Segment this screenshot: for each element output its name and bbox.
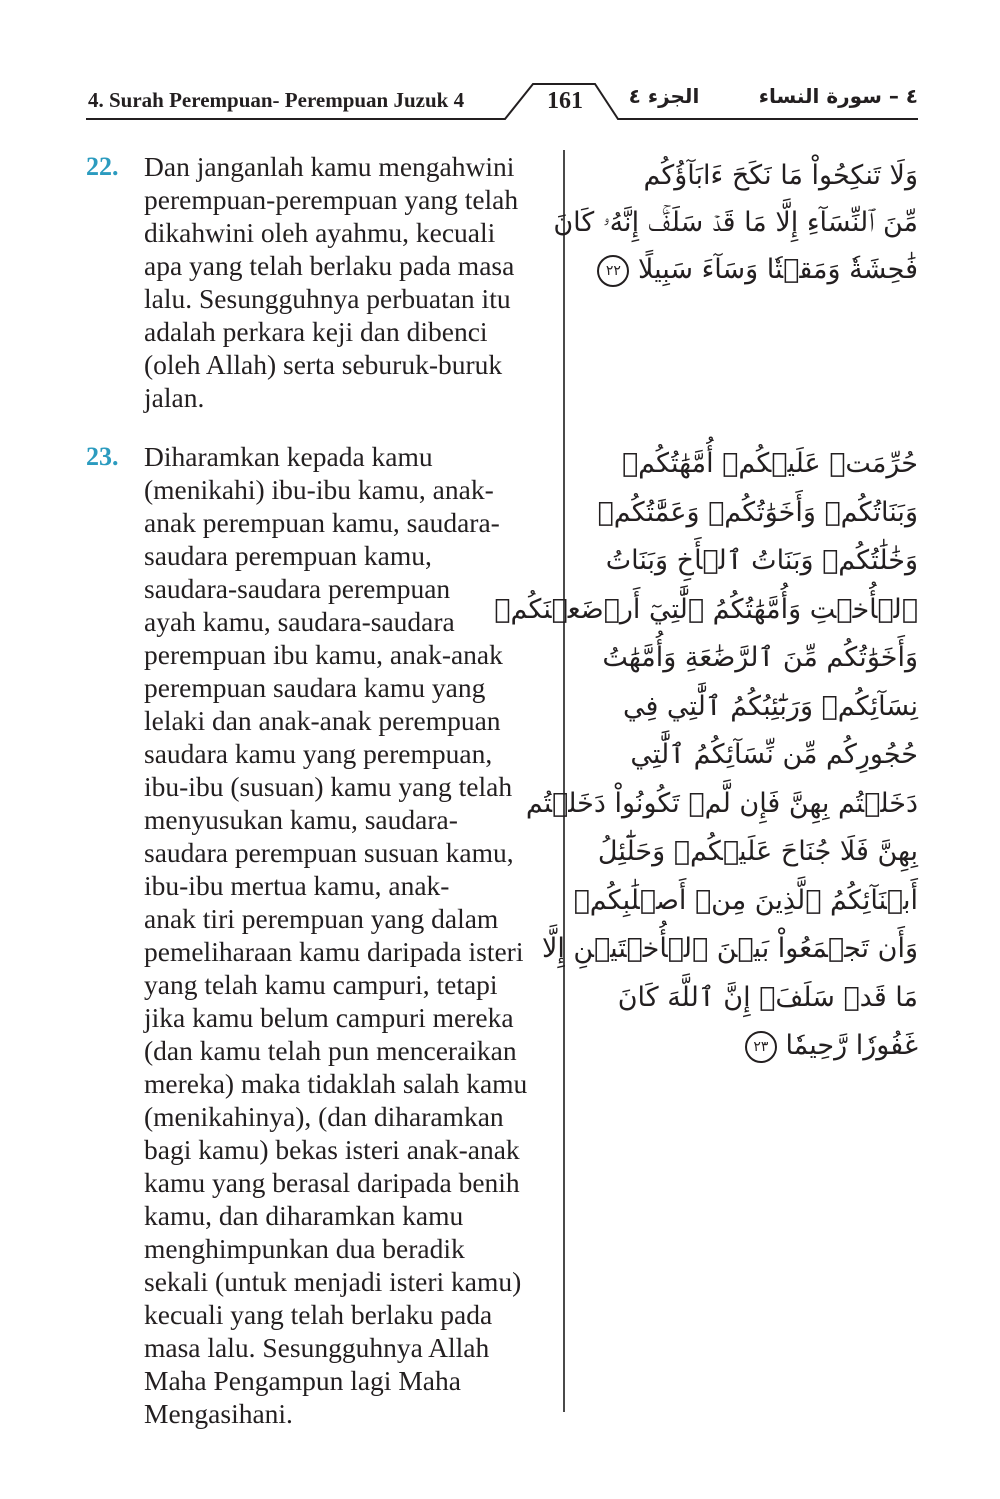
- verse-22-arabic: [553, 152, 918, 293]
- arabic-line-text: غَفُورٗا رَّحِيمٗا: [785, 1030, 918, 1061]
- arabic-line: وَخَٰلَٰتُكُمۡ وَبَنَاتُ ٱلۡأَخِ وَبَنَاتُ: [605, 545, 918, 576]
- verse-number: 23.: [86, 442, 119, 471]
- arabic-line: بِهِنَّ فَلَا جُنَاحَ عَلَيۡكُمۡ وَحَلَٰٓئِلُ: [597, 836, 918, 867]
- arabic-line: حُجُورِكُم مِّن نِّسَآئِكُمُ ٱلَّٰتِي: [630, 739, 918, 770]
- ayah-end-marker: ٢٢: [597, 255, 629, 287]
- arabic-line: حُرِّمَتۡ عَلَيۡكُمۡ أُمَّهَٰتُكُمۡ: [621, 448, 918, 479]
- arabic-line: [578, 1022, 918, 1071]
- arabic-line: أَبۡنَآئِكُمُ ٱلَّذِينَ مِنۡ أَصۡلَٰبِكُمۡ: [573, 884, 918, 916]
- ayah-end-marker: ٢٣: [745, 1031, 777, 1063]
- arabic-line: وَأَخَوَٰتُكُم مِّنَ ٱلرَّضَٰعَةِ وَأُمَّهَٰتُ: [602, 642, 918, 673]
- verse-23-translation: [86, 440, 556, 1430]
- juz-label-arabic: الجزء ٤: [628, 84, 700, 108]
- surah-label-arabic: ٤ – سورة النساء: [758, 84, 918, 108]
- arabic-line: مِّنَ ٱلنِّسَآءِ إِلَّا مَا قَدۡ سَلَفَۚ إِنَّهُۥ كَانَ: [553, 207, 918, 238]
- arabic-line: [578, 246, 918, 293]
- arabic-line: وَبَنَاتُكُمۡ وَأَخَوَٰتُكُمۡ وَعَمَّٰتُكُمۡ: [597, 496, 918, 528]
- running-title: 4. Surah Perempuan- Perempuan Juzuk 4: [88, 88, 465, 112]
- arabic-line: مَا قَدۡ سَلَفَۗ إِنَّ ٱللَّهَ كَانَ: [617, 981, 918, 1013]
- verse-text: Dan janganlah kamu mengahwini perempuan-perempuan yang telah dikahwini oleh ayahmu, kecuali apa yang telah berlaku pada masa lalu. Sesungguhnya perbuatan itu adalah perkara keji dan dibenci (oleh Allah) serta seburuk-buruk jalan.: [144, 151, 519, 413]
- arabic-line: دَخَلۡتُم بِهِنَّ فَإِن لَّمۡ تَكُونُواْ دَخَلۡتُم: [525, 787, 918, 819]
- arabic-line-text: فَٰحِشَةٗ وَمَقۡتٗا وَسَآءَ سَبِيلًا: [638, 254, 918, 285]
- page-header: [0, 0, 1000, 130]
- verse-text: Diharamkan kepada kamu (menikahi) ibu-ibu kamu, anak- anak perempuan kamu, saudara- saudara perempuan kamu, saudara-saudara perempuan ayah kamu, saudara-saudara perempuan ibu kamu, anak-anak perempuan saudara kamu yang lelaki dan anak-anak perempuan saudara kamu yang perempuan, ibu-ibu (susuan) kamu yang telah menyusukan kamu, saudara- saudara perempuan susuan kamu, ibu-ibu mertua kamu, anak- anak tiri perempuan yang dalam pemeliharaan kamu daripada isteri yang telah kamu campuri, tetapi jika kamu belum campuri mereka (dan kamu telah pun menceraikan mereka) maka tidaklah salah kamu (menikahinya), (dan diharamkan bagi kamu) bekas isteri anak-anak kamu yang berasal daripada benih kamu, dan diharamkan kamu menghimpunkan dua beradik sekali (untuk menjadi isteri kamu) kecuali yang telah berlaku pada masa lalu. Sesungguhnya Allah Maha Pengampun lagi Maha Mengasihani.: [144, 441, 528, 1429]
- arabic-line: وَأَن تَجۡمَعُواْ بَيۡنَ ٱلۡأُخۡتَيۡنِ إِلَّا: [541, 933, 918, 964]
- page-number: 161: [547, 88, 583, 114]
- arabic-line: وَلَا تَنكِحُواْ مَا نَكَحَ ءَابَآؤُكُم: [643, 160, 918, 191]
- verse-number: 22.: [86, 152, 119, 181]
- verse-23-arabic: [494, 440, 918, 1071]
- arabic-line: ٱلۡأُخۡتِ وَأُمَّهَٰتُكُمُ ٱلَّٰتِيٓ أَرۡضَعۡنَكُمۡ: [494, 593, 918, 625]
- translation-column: [86, 150, 556, 1456]
- verse-22-translation: [86, 150, 556, 414]
- arabic-line: نِسَآئِكُمۡ وَرَبَٰٓئِبُكُمُ ٱلَّٰتِي فِي: [622, 690, 918, 722]
